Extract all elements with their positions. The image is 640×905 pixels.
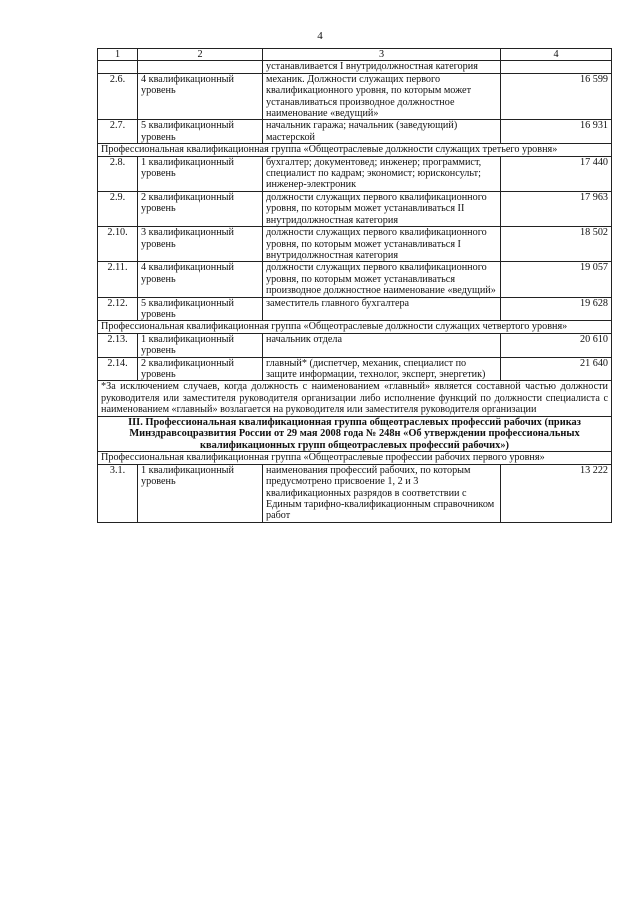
- table-row: [98, 120, 612, 144]
- group-title-workers-first-level: Профессиональная квалификационная группа «Общеотраслевые профессии рабочих первого уровня»: [98, 452, 612, 464]
- qualification-level: 5 квалификационный уровень: [138, 297, 263, 321]
- salary-value: 21 640: [501, 357, 612, 381]
- salary-value: [501, 61, 612, 73]
- header-col-2: 2: [138, 49, 263, 61]
- qualification-level: 3 квалификационный уровень: [138, 227, 263, 262]
- page-number: 4: [317, 30, 323, 42]
- position-description: должности служащих первого квалификационного уровня, по которым может устанавливаться I внутридолжностная категория: [263, 227, 501, 262]
- row-number: 2.14.: [98, 357, 138, 381]
- qualification-level: 2 квалификационный уровень: [138, 357, 263, 381]
- position-description: начальник отдела: [263, 333, 501, 357]
- footnote: *За исключением случаев, когда должность с наименованием «главный» является составной частью должности руководителя или заместителя руководителя организации либо исполнение функций по должности специалиста с наименованием «главный» возлагается на руководителя или заместителя руководителя организации: [98, 381, 612, 416]
- position-description: главный* (диспетчер, механик, специалист по защите информации, технолог, эксперт, энергетик): [263, 357, 501, 381]
- position-description: должности служащих первого квалификационного уровня, по которым может устанавливаться II внутридолжностная категория: [263, 191, 501, 226]
- salary-value: 18 502: [501, 227, 612, 262]
- position-description: должности служащих первого квалификационного уровня, по которым может устанавливаться производное должностное наименование «ведущий»: [263, 262, 501, 297]
- qualification-level: 1 квалификационный уровень: [138, 464, 263, 522]
- qualification-level: 4 квалификационный уровень: [138, 73, 263, 120]
- group-row-third-level: [98, 144, 612, 156]
- salary-table-body: [98, 49, 612, 523]
- qualification-level: 5 квалификационный уровень: [138, 120, 263, 144]
- table-row: [98, 464, 612, 522]
- row-number: 2.8.: [98, 156, 138, 191]
- row-number: 2.6.: [98, 73, 138, 120]
- row-number: 3.1.: [98, 464, 138, 522]
- header-col-4: 4: [501, 49, 612, 61]
- salary-value: 19 057: [501, 262, 612, 297]
- qualification-level: 4 квалификационный уровень: [138, 262, 263, 297]
- table-row: [98, 156, 612, 191]
- salary-value: 17 440: [501, 156, 612, 191]
- row-number: [98, 61, 138, 73]
- qualification-level: 1 квалификационный уровень: [138, 333, 263, 357]
- salary-table: [97, 48, 612, 523]
- table-row: [98, 333, 612, 357]
- row-number: 2.12.: [98, 297, 138, 321]
- section-heading: III. Профессиональная квалификационная группа общеотраслевых профессий рабочих (приказ Минздравсоцразвития России от 29 мая 2008 года № 248н «Об утверждении профессиональных квалификационных групп общеотраслевых профессий рабочих»): [98, 416, 612, 452]
- header-col-3: 3: [263, 49, 501, 61]
- group-row-fourth-level: [98, 321, 612, 333]
- header-col-1: 1: [98, 49, 138, 61]
- group-row-workers-first-level: [98, 452, 612, 464]
- table-row: [98, 191, 612, 226]
- position-description: заместитель главного бухгалтера: [263, 297, 501, 321]
- salary-value: 13 222: [501, 464, 612, 522]
- position-description: начальник гаража; начальник (заведующий) мастерской: [263, 120, 501, 144]
- table-row: [98, 357, 612, 381]
- position-description: устанавливается I внутридолжностная категория: [263, 61, 501, 73]
- qualification-level: 1 квалификационный уровень: [138, 156, 263, 191]
- position-description: механик. Должности служащих первого квалификационного уровня, по которым может устанавливаться производное должностное наименование «ведущий»: [263, 73, 501, 120]
- table-header-row: [98, 49, 612, 61]
- row-number: 2.13.: [98, 333, 138, 357]
- salary-value: 20 610: [501, 333, 612, 357]
- table-row: [98, 262, 612, 297]
- group-title-third-level: Профессиональная квалификационная группа «Общеотраслевые должности служащих третьего уровня»: [98, 144, 612, 156]
- salary-value: 19 628: [501, 297, 612, 321]
- salary-value: 17 963: [501, 191, 612, 226]
- table-row: [98, 297, 612, 321]
- table-row: [98, 61, 612, 73]
- row-number: 2.7.: [98, 120, 138, 144]
- qualification-level: [138, 61, 263, 73]
- table-row: [98, 73, 612, 120]
- salary-value: 16 931: [501, 120, 612, 144]
- section-row: [98, 416, 612, 452]
- position-description: бухгалтер; документовед; инженер; программист, специалист по кадрам; экономист; юрисконсульт; инженер-электроник: [263, 156, 501, 191]
- qualification-level: 2 квалификационный уровень: [138, 191, 263, 226]
- group-title-fourth-level: Профессиональная квалификационная группа «Общеотраслевые должности служащих четвертого уровня»: [98, 321, 612, 333]
- table-row: [98, 227, 612, 262]
- salary-value: 16 599: [501, 73, 612, 120]
- row-number: 2.11.: [98, 262, 138, 297]
- position-description: наименования профессий рабочих, по которым предусмотрено присвоение 1, 2 и 3 квалификационных разрядов в соответствии с Единым тарифно-квалификационным справочником работ: [263, 464, 501, 522]
- row-number: 2.10.: [98, 227, 138, 262]
- row-number: 2.9.: [98, 191, 138, 226]
- footnote-row: [98, 381, 612, 416]
